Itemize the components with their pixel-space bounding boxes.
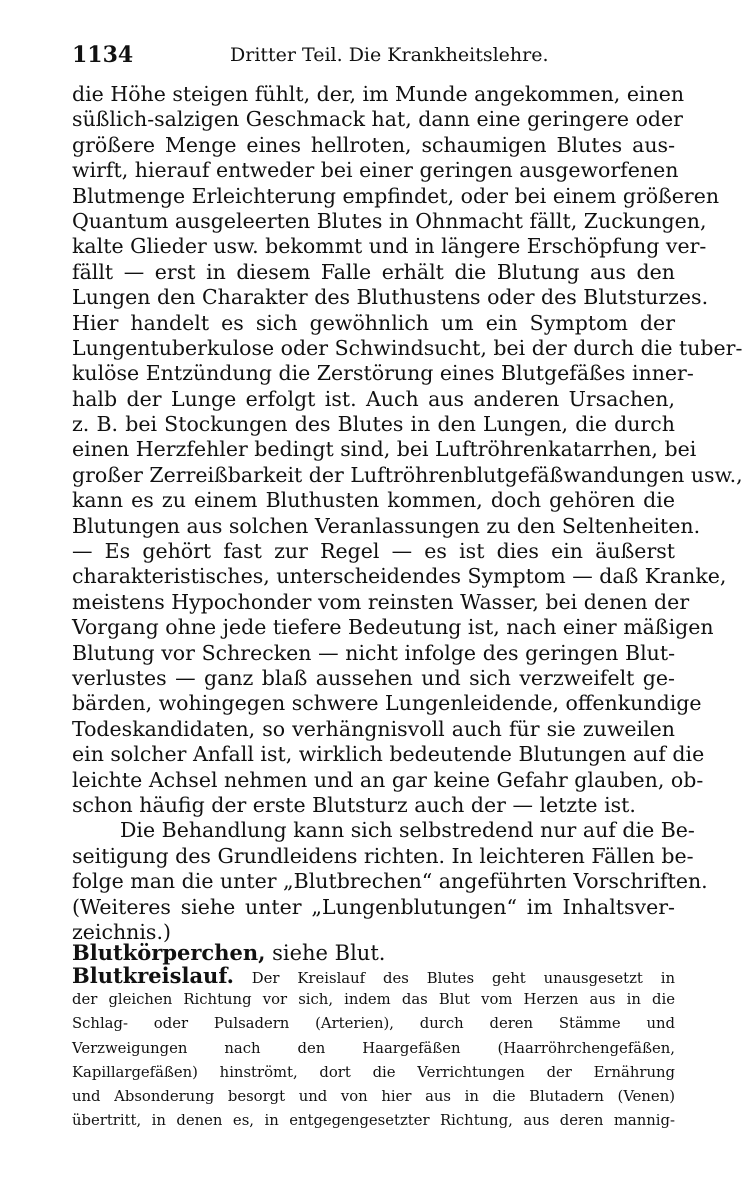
text-line: folge man die unter „Blutbrechen“ angeführten Vorschriften. — [72, 869, 708, 894]
text-line: schon häufig der erste Blutsturz auch der — letzte ist. — [72, 792, 636, 817]
running-title: Dritter Teil. Die Krankheitslehre. — [230, 44, 549, 66]
text-line: die Höhe steigen fühlt, der, im Munde angekommen, einen — [72, 82, 685, 106]
text-line: wirft, hierauf entweder bei einer geringen ausgeworfenen — [72, 158, 679, 183]
text-line: charakteristisches, unterscheidendes Symptom — daß Kranke, — [72, 564, 727, 589]
text-line: — Es gehört fast zur Regel — es ist dies ein äußerst — [72, 539, 675, 564]
text-line: Lungentuberkulose oder Schwindsucht, bei der durch die tuber- — [72, 335, 743, 360]
entry-text-line: Kapillargefäßen) hinströmt, dort die Verrichtungen der Ernährung — [72, 1063, 675, 1081]
text-line: Blutmenge Erleichterung empfindet, oder bei einem größeren — [72, 183, 720, 208]
text-line: meistens Hypochonder vom reinsten Wasser, bei denen der — [72, 589, 690, 614]
entry-text-line: Der Kreislauf des Blutes geht unausgesetzt in — [233, 970, 675, 987]
entry-text-line: übertritt, in denen es, in entgegengesetzter Richtung, aus deren mannig- — [72, 1112, 675, 1130]
text-line: süßlich-salzigen Geschmack hat, dann eine geringere oder — [72, 107, 683, 132]
entry-text-line: Schlag- oder Pulsadern (Arterien), durch deren Stämme und — [72, 1015, 675, 1033]
text-line: verlustes — ganz blaß aussehen und sich verzweifelt ge- — [72, 665, 675, 690]
page-header — [72, 38, 672, 68]
entry-text-line: der gleichen Richtung vor sich, indem das Blut vom Herzen aus in die — [72, 991, 675, 1009]
text-line: kalte Glieder usw. bekommt und in längere Erschöpfung ver- — [72, 234, 707, 259]
text-line: halb der Lunge erfolgt ist. Auch aus anderen Ursachen, — [72, 386, 675, 411]
text-line: großer Zerreißbarkeit der Luftröhrenblutgefäßwandungen usw., — [72, 462, 743, 487]
text-line: Quantum ausgeleerten Blutes in Ohnmacht fällt, Zuckungen, — [72, 208, 707, 233]
page-number: 1134 — [72, 42, 134, 68]
text-line: Lungen den Charakter des Bluthustens oder des Blutsturzes. — [72, 285, 709, 310]
entry-crossref: siehe Blut. — [265, 941, 386, 965]
text-line: größere Menge eines hellroten, schaumigen Blutes aus- — [72, 132, 675, 157]
entry-headword: Blutkreislauf. — [72, 963, 234, 988]
text-line: kann es zu einem Bluthusten kommen, doch gehören die — [72, 488, 675, 513]
text-line: zeichnis.) — [72, 919, 171, 944]
text-line: Todeskandidaten, so verhängnisvoll auch für sie zuweilen — [72, 716, 675, 741]
entry-first-line — [72, 964, 675, 988]
text-line: einen Herzfehler bedingt sind, bei Luftröhrenkatarrhen, bei — [72, 437, 697, 462]
text-line: Blutung vor Schrecken — nicht infolge des geringen Blut- — [72, 640, 675, 665]
text-line: z. B. bei Stockungen des Blutes in den Lungen, die durch — [72, 412, 675, 437]
entry-blutkoerperchen — [72, 940, 675, 965]
text-line: (Weiteres siehe unter „Lungenblutungen“ im Inhaltsver- — [72, 894, 675, 919]
text-line: Vorgang ohne jede tiefere Bedeutung ist, nach einer mäßigen — [72, 615, 714, 640]
text-line: Hier handelt es sich gewöhnlich um ein Symptom der — [72, 310, 675, 335]
text-line: leichte Achsel nehmen und an gar keine Gefahr glauben, ob- — [72, 767, 704, 792]
text-line: seitigung des Grundleidens richten. In leichteren Fällen be- — [72, 843, 694, 868]
entry-text-line: Verzweigungen nach den Haargefäßen (Haarröhrchengefäßen, — [72, 1039, 675, 1057]
text-line: Blutungen aus solchen Veranlassungen zu den Seltenheiten. — [72, 513, 701, 538]
text-line: Die Behandlung kann sich selbstredend nur auf die Be- — [120, 818, 695, 843]
text-line: kulöse Entzündung die Zerstörung eines Blutgefäßes inner- — [72, 361, 694, 386]
text-line: ein solcher Anfall ist, wirklich bedeutende Blutungen auf die — [72, 742, 705, 767]
text-line: bärden, wohingegen schwere Lungenleidende, offenkundige — [72, 691, 702, 716]
entry-headword: Blutkörperchen, — [72, 940, 266, 965]
entry-blutkreislauf — [72, 964, 675, 1133]
body-text — [72, 82, 743, 945]
text-line: fällt — erst in diesem Falle erhält die Blutung aus den — [72, 259, 675, 284]
entry-text-line: und Absonderung besorgt und von hier aus in die Blutadern (Venen) — [72, 1087, 675, 1105]
